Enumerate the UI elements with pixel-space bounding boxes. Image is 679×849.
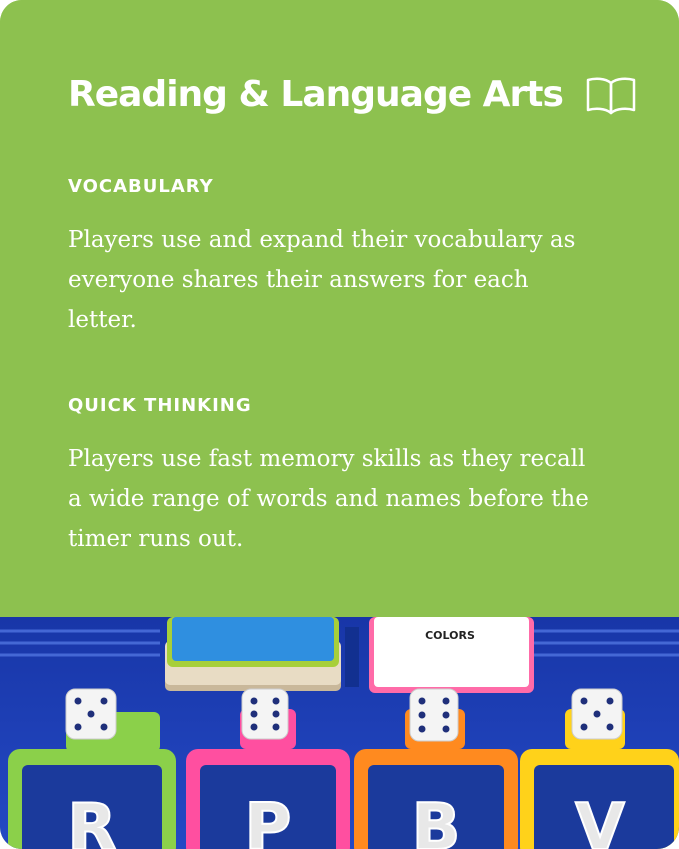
tile-letter: P xyxy=(244,791,292,849)
category-card-label: COLORS xyxy=(425,629,475,642)
tile-letter: B xyxy=(411,791,461,849)
title-row xyxy=(68,74,637,115)
section-body-quick-thinking: Players use fast memory skills as they recall a wide range of words and names before the timer runs out. xyxy=(68,446,589,552)
tile-letter: R xyxy=(67,791,117,849)
section-heading-vocabulary: VOCABULARY xyxy=(68,176,214,197)
section-heading-quick-thinking: QUICK THINKING xyxy=(68,395,252,416)
die-3 xyxy=(410,689,458,741)
die-1 xyxy=(66,689,116,739)
die-4 xyxy=(572,689,622,739)
card-deck xyxy=(165,617,341,691)
game-board-photo xyxy=(0,617,679,849)
card-title: Reading & Language Arts xyxy=(68,74,563,115)
section-body-vocabulary: Players use and expand their vocabulary as everyone shares their answers for each letter. xyxy=(68,227,576,333)
category-card xyxy=(369,617,534,693)
tile-letter: V xyxy=(575,791,625,849)
die-2 xyxy=(242,689,288,739)
book-icon xyxy=(585,75,637,115)
